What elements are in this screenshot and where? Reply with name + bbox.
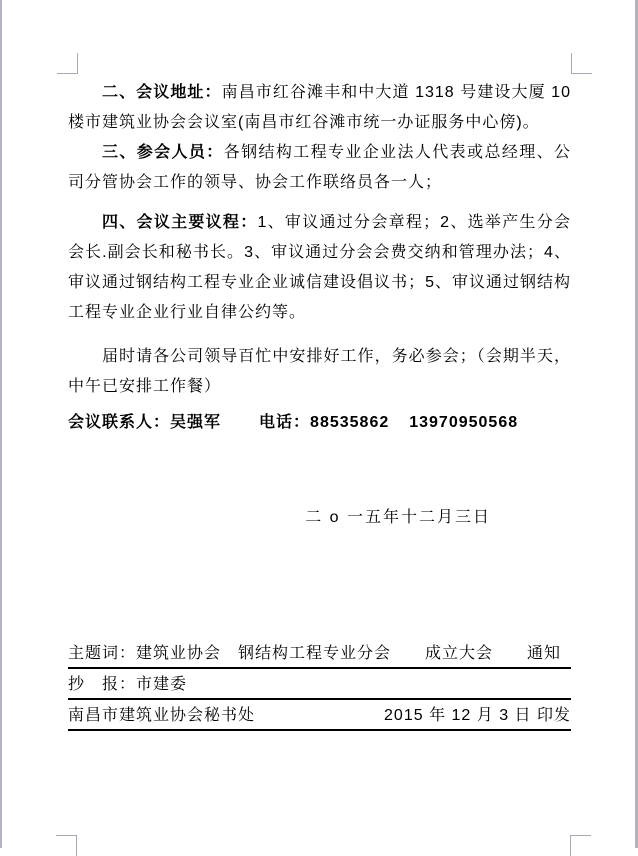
paragraph-agenda-head: 四、会议主要议程： [102,214,258,231]
date-line: 二 o 一五年十二月三日 [305,509,491,526]
margin-crop-mark-top-left-icon [57,53,78,74]
paragraph-attendees [68,138,571,198]
contact-label: 会议联系人： [68,414,171,431]
phone-number-2: 13970950568 [409,414,519,431]
footer-issuer-line [68,700,571,731]
paragraph-agenda [68,208,571,328]
paragraph-attendees-text: 各钢结构工程专业企业法人代表或总经理、公司分管协会工作的领导、协会工作联络员各一人； [68,144,571,191]
paragraph-attendance-note [68,342,571,402]
document-body [68,78,571,731]
footer-copy-line: 抄 报：市建委 [68,669,571,700]
contact-name: 吴强军 [170,414,222,431]
contact-line [68,408,571,438]
footer-issuer: 南昌市建筑业协会秘书处 [68,707,256,724]
footer-block [68,638,571,731]
margin-crop-mark-bottom-right-icon [570,835,591,856]
page-edge-left [0,0,2,848]
paragraph-attendees-head: 三、参会人员： [102,144,224,161]
paragraph-meeting-address [68,78,571,138]
paragraph-meeting-address-text: 南昌市红谷滩丰和中大道 1318 号建设大厦 10 楼市建筑业协会会议室(南昌市红谷滩市统一办证服务中心傍)。 [68,84,571,131]
footer-subject-line: 主题词：建筑业协会 钢结构工程专业分会 成立大会 通知 [68,638,571,669]
footer-issue-date: 2015 年 12 月 3 日 印发 [384,707,571,724]
margin-crop-mark-bottom-left-icon [56,835,77,856]
paragraph-meeting-address-head: 二、会议地址： [102,84,222,101]
phone-number-1: 88535862 [310,414,390,431]
phone-label: 电话： [259,414,311,431]
paragraph-agenda-text: 1、审议通过分会章程；2、选举产生分会会长.副会长和秘书长。3、审议通过分会会费交纳和管理办法；4、审议通过钢结构工程专业企业诚信建设倡议书；5、审议通过钢结构工程专业企业行业自律公约等。 [68,214,571,321]
paragraph-attendance-note-text: 届时请各公司领导百忙中安排好工作，务必参会；（会期半天，中午已安排工作餐） [68,348,571,395]
margin-crop-mark-top-right-icon [571,53,592,74]
